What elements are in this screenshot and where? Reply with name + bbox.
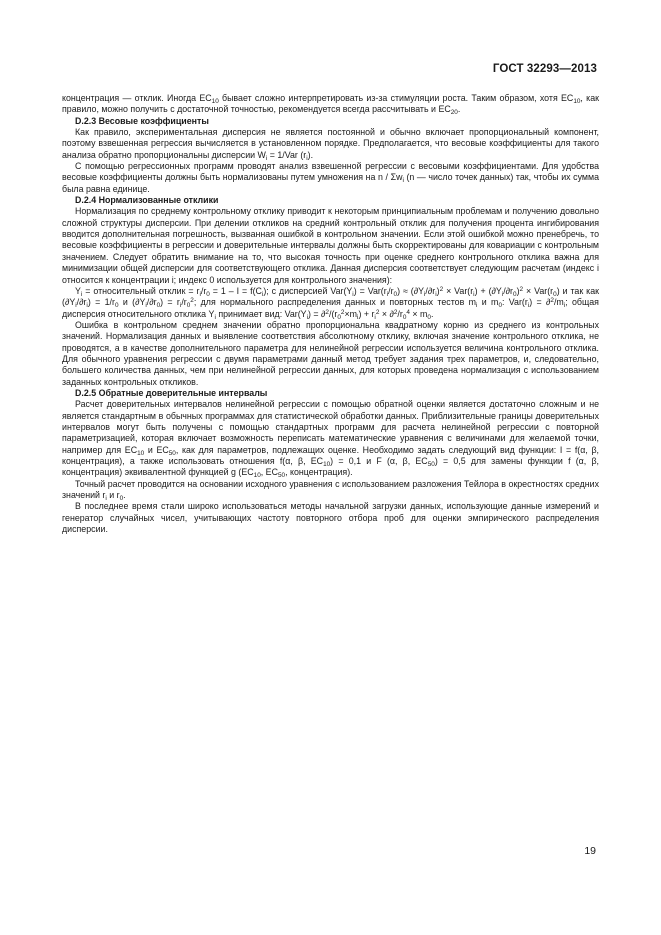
paragraph-weights-1: Как правило, экспериментальная дисперсия не является постоянной и обычно включает пропорциональный компонент, поэтому взвешенная регрессия вычисляется в установленном порядке. Предполагается, что весовые коэффициенты для такого анализа обратно пропорциональны дисперсии $W_i = 1/Var$ $(r_i)$. [62,127,599,162]
page-number: 19 [584,845,596,857]
paragraph-weights-2: С помощью регрессионных программ проводят анализ взвешенной регрессии с весовыми коэффициентами. Для удобства весовые коэффициенты должны быть нормализованы путем умножения на n / $\Sigma w_i$ (n — число точек данных) так, чтобы их сумма была равна единице. [62,161,599,194]
paragraph-intervals-1: Расчет доверительных интервалов нелинейной регрессии с помощью обратной оценки является достаточно сложным и не является стандартным в обычных программах для статистической обработки данных. Приблизительные границы доверительных интервалов могут быть получены с помощью стандартных программ для расчета нелинейной регрессии с повторной параметризацией, которая включает возможность переписать математические уравнения с величинами для желаемой точки, например для $EC_{10}$ и $EC_{50}$, как для параметров, подлежащих оценке. Необходимо задать следующий вид функции: I = f(α, β, концентрация), а также использовать отношения f(α, β, $EC_{10}) = 0,1$ и F (α, β, $EC_{50}) = 0,5$ для замены функции f (α, β, концентрация) эквивалентной функцией g ($EC_{10}$, $EC_{50}$, концентрация). [62,399,599,480]
paragraph-intervals-2: Точный расчет проводится на основании исходного уравнения с использованием разложения Тейлора в окрестностях средних значений $r_i$ и $r_0$. [62,478,599,503]
paragraph-ec10-continuation: концентрация — отклик. Иногда $EC_{10}$ бывает сложно интерпретировать из-за стимуляции роста. Таким образом, хотя $EC_{10}$, как правило, можно получить с достаточной точностью, рекомендуется всегда рассчитывать и $EC_{20}$. [62,93,599,117]
document-body [62,93,599,535]
section-heading-d25: D.2.5 Обратные доверительные интервалы [75,387,268,398]
paragraph-normalization-1: Нормализация по среднему контрольному отклику приводит к некоторым принципиальным проблемам и получению довольно сложной структуры дисперсии. При делении откликов на средний контрольный отклик для получения процента ингибирования вводится дополнительная погрешность, вызванная ошибкой в контрольном значении. Если этой ошибкой можно пренебречь, то весовые коэффициенты в регрессии и доверительные интервалы должны быть скорректированы для ковариации с контрольным значением. Следует обратить внимание на то, что высокая точность при оценке среднего контрольного отклика важна для минимизации общей дисперсии для соответствующего отклика. Данная дисперсия соответствует следующим расчетам (индекс i относится к концентрации i; индекс 0 используется для контрольного значения): [62,206,599,285]
paragraph-normalization-formula: $Y_i$ = относительный отклик = $r_i/r_0 = 1 - I = f(C_i)$; с дисперсией $Var(Y_i) = Var(r_i/r_0) \approx (\partial Y_i/\partial r_i)^2 \times Var(r_i) + (\partial Y_i/\partial r_0)^2 \times Var(r_0)$ и так как $(\partial Y_i/\partial r_i) = 1/r_0$ и $(\partial Y_i/\partial r_0) = r_i/r_0^2$; для нормального распределения данных и повторных тестов $m_i$ и $m_0$: $Var(r_i) = \partial^2/m_i$; общая дисперсия относительного отклика $Y_i$ принимает вид: $Var(Y_i) = \partial^2/(r_0^2\times m_i) + r_i^2 \times \partial^2/r_0^4 \times m_0$. [62,285,599,321]
section-heading-d23: D.2.3 Весовые коэффициенты [75,115,209,126]
paragraph-normalization-2: Ошибка в контрольном среднем значении обратно пропорциональна квадратному корню из среднего из контрольных значений. Нормализация данных и выявление соответствия абсолютному отклику, включая значение контрольного отклика, не проводятся, а в качестве дополнительного параметра для нелинейной регрессии используется величина контрольного отклика. Для обычного уравнения регрессии с двумя параметрами данный метод требует задания трех параметров, и, следовательно, большего количества данных, чем при нелинейной регрессии данных, для которых проведена нормализация с использованием заданных контрольных откликов. [62,319,599,387]
paragraph-intervals-3: В последнее время стали широко использоваться методы начальной загрузки данных, использующие данные измерений и генератор случайных чисел, учитывающих частоту повторного отбора проб для оценки эмпирического распределения дисперсии. [62,501,599,535]
document-code-header: ГОСТ 32293—2013 [492,63,597,75]
section-heading-d24: D.2.4 Нормализованные отклики [75,195,219,206]
